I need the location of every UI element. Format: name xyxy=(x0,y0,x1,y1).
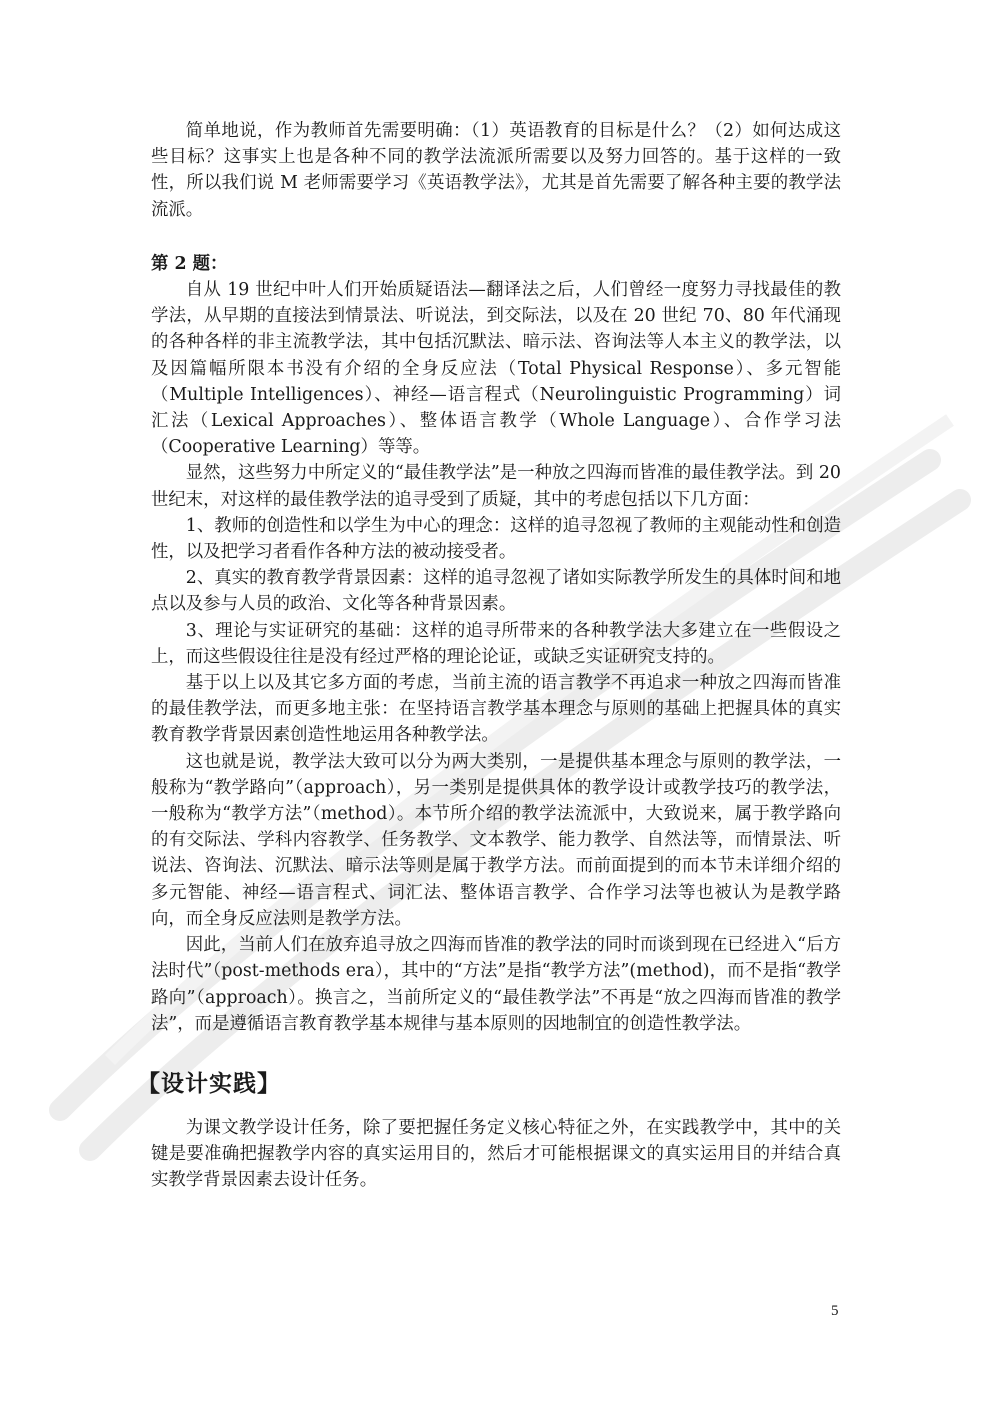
page-content xyxy=(137,118,841,1194)
question-2-heading: 第 2 题： xyxy=(151,253,228,274)
q2-paragraph-6: 基于以上以及其它多方面的考虑，当前主流的语言教学不再追求一种放之四海而皆准的最佳教学法，而更多地主张：在坚持语言教学基本理念与原则的基础上把握具体的真实教育教学背景因素创造性地运用各种教学法。 xyxy=(151,673,841,746)
q2-paragraph-8: 因此，当前人们在放弃追寻放之四海而皆准的教学法的同时而谈到现在已经进入“后方法时代”（post-methods era），其中的“方法”是指“教学方法”(method)，而不是指“教学路向”（approach）。换言之，当前所定义的“最佳教学法”不再是“放之四海而皆准的教学法”，而是遵循语言教育教学基本规律与基本原则的因地制宜的创造性教学法。 xyxy=(151,935,841,1034)
q2-paragraph-1: 自从 19 世纪中叶人们开始质疑语法—翻译法之后，人们曾经一度努力寻找最佳的教学法，从早期的直接法到情景法、听说法，到交际法，以及在 20 世纪 70、80 年代涌现的各种各样的非主流教学法，其中包括沉默法、暗示法、咨询法等人本主义的教学法，以及因篇幅所限本书没有介绍的全身反应法（Total Physical Response）、多元智能（Multiple Intelligences）、神经—语言程式（Neurolinguistic Programming）词汇法（Lexical Approaches）、整体语言教学（Whole Language）、合作学习法（Cooperative Learning）等等。 xyxy=(151,280,841,458)
q2-point-3: 3、理论与实证研究的基础：这样的追寻所带来的各种教学法大多建立在一些假设之上，而这些假设往往是没有经过严格的理论论证，或缺乏实证研究支持的。 xyxy=(151,620,841,667)
q2-point-1: 1、教师的创造性和以学生为中心的理念：这样的追寻忽视了教师的主观能动性和创造性，以及把学习者看作各种方法的被动接受者。 xyxy=(151,515,841,563)
design-practice-heading: 【设计实践】 xyxy=(137,1069,281,1097)
q2-point-2: 2、真实的教育教学背景因素：这样的追寻忽视了诸如实际教学所发生的具体时间和地点以及参与人员的政治、文化等各种背景因素。 xyxy=(151,568,841,615)
intro-paragraph: 简单地说，作为教师首先需要明确：（1）英语教育的目标是什么？（2）如何达成这些目标？这事实上也是各种不同的教学法流派所需要以及努力回答的。基于这样的一致性，所以我们说 M 老师需要学习《英语教学法》，尤其是首先需要了解各种主要的教学法流派。 xyxy=(151,121,841,220)
design-practice-paragraph: 为课文教学设计任务，除了要把握任务定义核心特征之外，在实践教学中，其中的关键是要准确把握教学内容的真实运用目的，然后才可能根据课文的真实运用目的并结合真实教学背景因素去设计任务。 xyxy=(151,1117,841,1191)
q2-paragraph-7: 这也就是说，教学法大致可以分为两大类别，一是提供基本理念与原则的教学法，一般称为“教学路向”（approach），另一类别是提供具体的教学设计或教学技巧的教学法，一般称为“教学方法”（method）。本节所介绍的教学法流派中，大致说来，属于教学路向的有交际法、学科内容教学、任务教学、文本教学、能力教学、自然法等，而情景法、听说法、咨询法、沉默法、暗示法等则是属于教学方法。而前面提到的而本节未详细介绍的多元智能、神经—语言程式、词汇法、整体语言教学、合作学习法等也被认为是教学路向，而全身反应法则是教学方法。 xyxy=(151,751,841,929)
page-number: 5 xyxy=(831,1303,839,1319)
q2-paragraph-2: 显然，这些努力中所定义的“最佳教学法”是一种放之四海而皆准的最佳教学法。到 20 世纪末，对这样的最佳教学法的追寻受到了质疑，其中的考虑包括以下几方面： xyxy=(151,463,841,510)
